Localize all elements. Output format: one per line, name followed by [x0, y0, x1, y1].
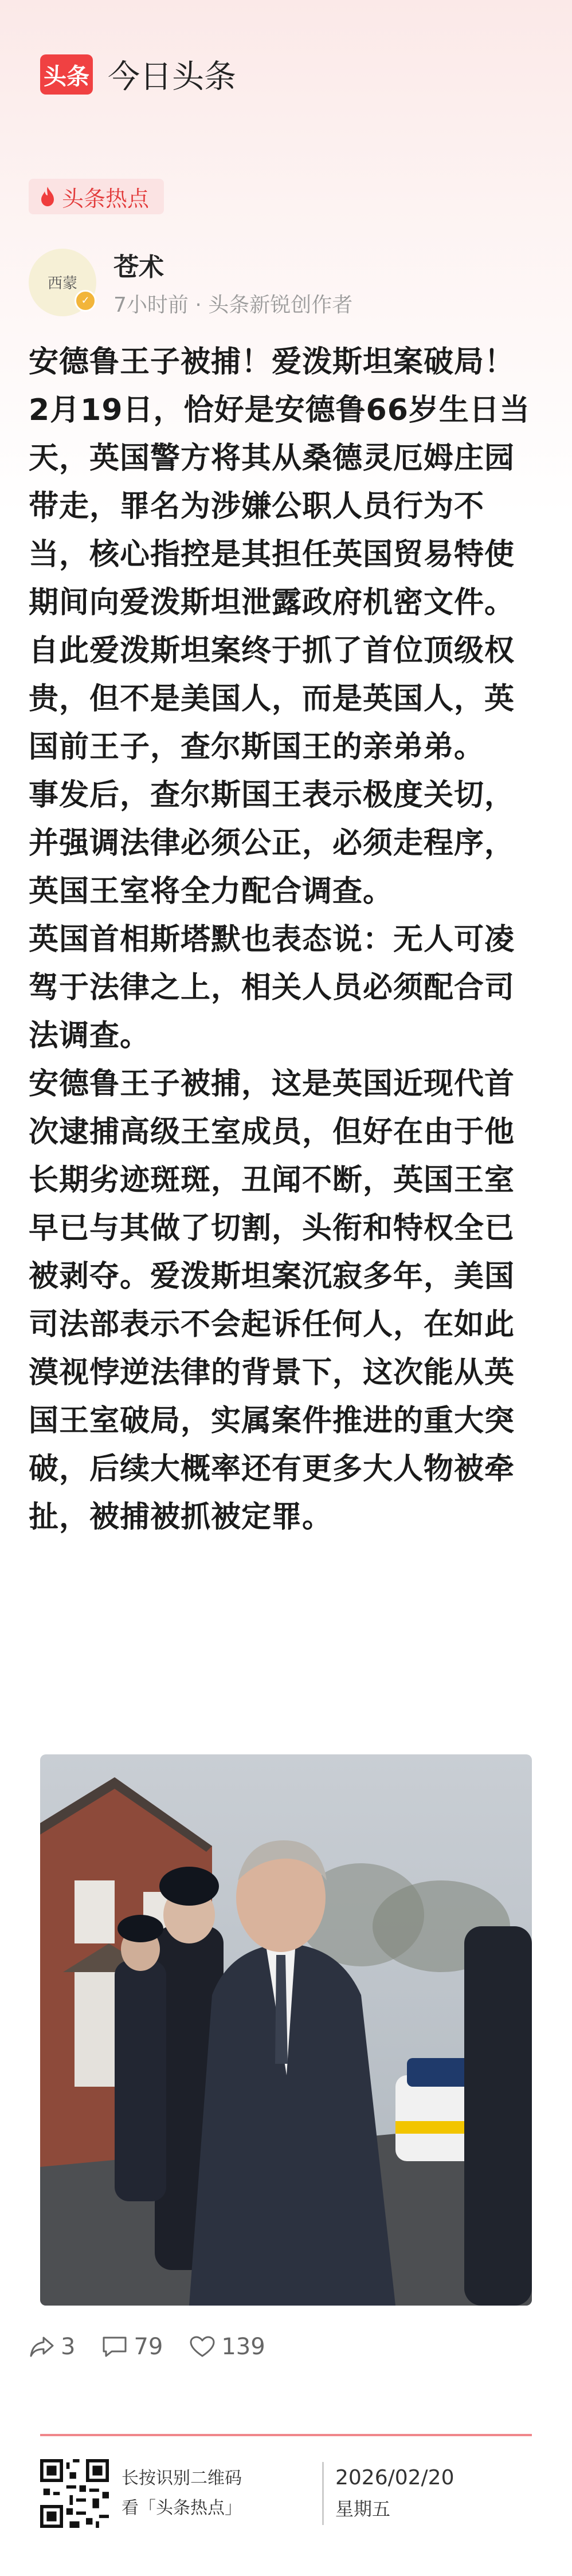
share-button[interactable] — [29, 2334, 75, 2360]
hot-topic-tag[interactable] — [29, 179, 164, 214]
article-paragraph: 英国首相斯塔默也表态说：无人可凌驾于法律之上，相关人员必须配合司法调查。 — [29, 922, 515, 1053]
news-photo-illustration — [40, 1754, 532, 2306]
publish-weekday: 星期五 — [335, 2498, 391, 2520]
news-photo[interactable] — [40, 1754, 532, 2306]
qr-code-icon[interactable] — [40, 2459, 109, 2528]
comment-icon — [101, 2335, 128, 2358]
app-name: 今日头条 — [108, 58, 236, 96]
article-body — [29, 338, 533, 1541]
like-button[interactable] — [189, 2334, 265, 2360]
author-name[interactable]: 苍术 — [113, 253, 164, 282]
share-count: 3 — [61, 2334, 76, 2360]
author-meta: 7小时前 · 头条新锐创作者 — [113, 293, 353, 317]
hot-topic-label: 头条热点 — [62, 186, 150, 211]
app-logo: 头条 — [40, 54, 93, 95]
avatar[interactable] — [29, 249, 96, 316]
author-block[interactable] — [29, 246, 352, 318]
like-count: 139 — [221, 2334, 265, 2360]
publish-date: 2026/02/20 — [335, 2466, 455, 2489]
footer-separator — [322, 2462, 324, 2525]
comment-button[interactable] — [101, 2334, 163, 2360]
heart-icon — [189, 2335, 216, 2358]
comment-count: 79 — [134, 2334, 163, 2360]
article-paragraph: 安德鲁王子被捕！爱泼斯坦案破局！2月19日，恰好是安德鲁66岁生日当天，英国警方将其从桑德灵厄姆庄园带走，罪名为涉嫌公职人员行为不当，核心指控是其担任英国贸易特使期间向爱泼斯坦泄露政府机密文件。自此爱泼斯坦案终于抓了首位顶级权贵，但不是美国人，而是英国人，英国前王子，查尔斯国王的亲弟弟。 — [29, 345, 530, 764]
qr-instruction: 长按识别二维码 — [122, 2468, 242, 2488]
share-card-footer — [40, 2453, 532, 2534]
share-icon — [29, 2335, 55, 2358]
footer-divider — [40, 2434, 532, 2436]
app-header — [40, 52, 236, 97]
verified-badge-icon: ✓ — [75, 290, 96, 312]
qr-subtext: 看「头条热点」 — [122, 2498, 242, 2518]
action-bar — [29, 2326, 292, 2367]
avatar-text: 西蒙 — [47, 275, 77, 292]
flame-icon — [39, 186, 56, 207]
article-paragraph: 安德鲁王子被捕，这是英国近现代首次逮捕高级王室成员，但好在由于他长期劣迹斑斑，丑闻不断，英国王室早已与其做了切割，头衔和特权全已被剥夺。爱泼斯坦案沉寂多年，美国司法部表示不会起诉任何人，在如此漠视悖逆法律的背景下，这次能从英国王室破局，实属案件推进的重大突破，后续大概率还有更多大人物被牵扯，被捕被抓被定罪。 — [29, 1067, 515, 1534]
article-paragraph: 事发后，查尔斯国王表示极度关切，并强调法律必须公正，必须走程序，英国王室将全力配合调查。 — [29, 778, 515, 909]
